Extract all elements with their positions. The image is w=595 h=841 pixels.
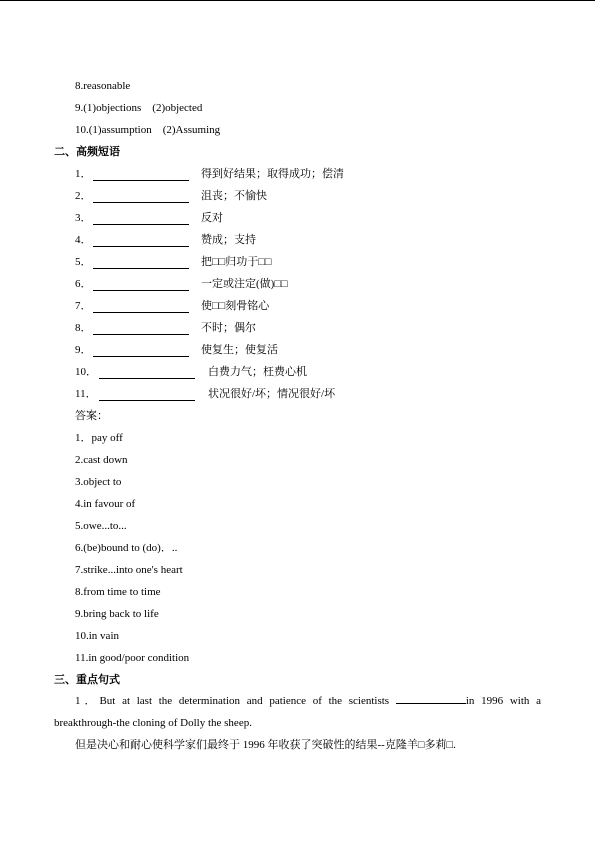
phrase-row <box>0 233 595 247</box>
phrase-row <box>0 321 595 335</box>
phrase-blank <box>99 367 195 379</box>
key-sentence-part-1: 1．But at last the determination and patience of the scientists <box>75 695 390 707</box>
phrase-blank <box>93 235 189 247</box>
phrase-meaning: 白费力气；枉费心机 <box>208 366 307 378</box>
phrase-meaning: 一定或注定(做)□□ <box>201 278 288 290</box>
phrase-number: 4． <box>75 234 92 246</box>
answer-label: 答案： <box>75 410 108 422</box>
phrase-number: 9． <box>75 344 92 356</box>
previous-answer-9: 9.(1)objections (2)objected <box>75 102 203 114</box>
phrase-number: 3． <box>75 212 92 224</box>
phrase-meaning: 使□□刻骨铭心 <box>201 300 270 312</box>
phrase-row <box>0 343 595 357</box>
phrase-blank <box>93 323 189 335</box>
key-sentence-translation: 但是决心和耐心使科学家们最终于 1996 年收获了突破性的结果--克隆羊□多莉□. <box>75 739 456 751</box>
phrase-meaning: 使复生；使复活 <box>201 344 278 356</box>
phrase-meaning: 沮丧；不愉快 <box>201 190 267 202</box>
phrase-row <box>0 255 595 269</box>
phrase-number: 11． <box>75 388 97 400</box>
phrase-number: 7． <box>75 300 92 312</box>
phrase-row <box>0 167 595 181</box>
top-rule <box>0 0 595 1</box>
answer-item: 9.bring back to life <box>75 608 159 620</box>
phrase-blank <box>93 191 189 203</box>
previous-answer-8: 8.reasonable <box>75 80 131 92</box>
phrase-blank <box>93 169 189 181</box>
phrase-meaning: 状况很好/坏；情况很好/坏 <box>208 388 336 400</box>
phrase-number: 5． <box>75 256 92 268</box>
answer-item: 5.owe...to... <box>75 520 127 532</box>
answer-item: 8.from time to time <box>75 586 161 598</box>
answer-item: 11.in good/poor condition <box>75 652 190 664</box>
phrase-number: 1． <box>75 168 92 180</box>
phrase-blank <box>93 301 189 313</box>
key-sentence <box>54 690 541 734</box>
phrase-row <box>0 189 595 203</box>
phrase-number: 8． <box>75 322 92 334</box>
answer-item: 10.in vain <box>75 630 119 642</box>
key-sentence-part-2: in 1996 with a breakthrough-the cloning of Dolly the sheep. <box>54 695 542 729</box>
phrase-row <box>0 365 595 379</box>
phrase-number: 2． <box>75 190 92 202</box>
phrase-blank <box>93 345 189 357</box>
phrase-number: 10． <box>75 366 97 378</box>
phrase-meaning: 把□□归功于□□ <box>201 256 272 268</box>
answer-item: 1．pay off <box>75 432 123 444</box>
phrase-row <box>0 299 595 313</box>
phrase-blank <box>93 213 189 225</box>
phrase-meaning: 反对 <box>201 212 223 224</box>
phrase-blank <box>93 257 189 269</box>
phrase-number: 6． <box>75 278 92 290</box>
answer-item: 2.cast down <box>75 454 128 466</box>
phrase-meaning: 得到好结果；取得成功；偿清 <box>201 168 344 180</box>
phrase-meaning: 不时；偶尔 <box>201 322 256 334</box>
key-sentence-blank <box>396 692 466 704</box>
phrase-blank <box>93 279 189 291</box>
previous-answer-10: 10.(1)assumption (2)Assuming <box>75 124 221 136</box>
answer-item: 3.object to <box>75 476 122 488</box>
phrase-row <box>0 277 595 291</box>
phrase-row <box>0 211 595 225</box>
answer-item: 4.in favour of <box>75 498 136 510</box>
answer-item: 7.strike...into one's heart <box>75 564 183 576</box>
phrase-blank <box>99 389 195 401</box>
phrase-row <box>0 387 595 401</box>
phrase-meaning: 赞成；支持 <box>201 234 256 246</box>
section-heading-sentences: 三、重点句式 <box>54 673 120 686</box>
section-heading-phrases: 二、高频短语 <box>54 145 120 158</box>
answer-item: 6.(be)bound to (do)．.. <box>75 542 178 554</box>
